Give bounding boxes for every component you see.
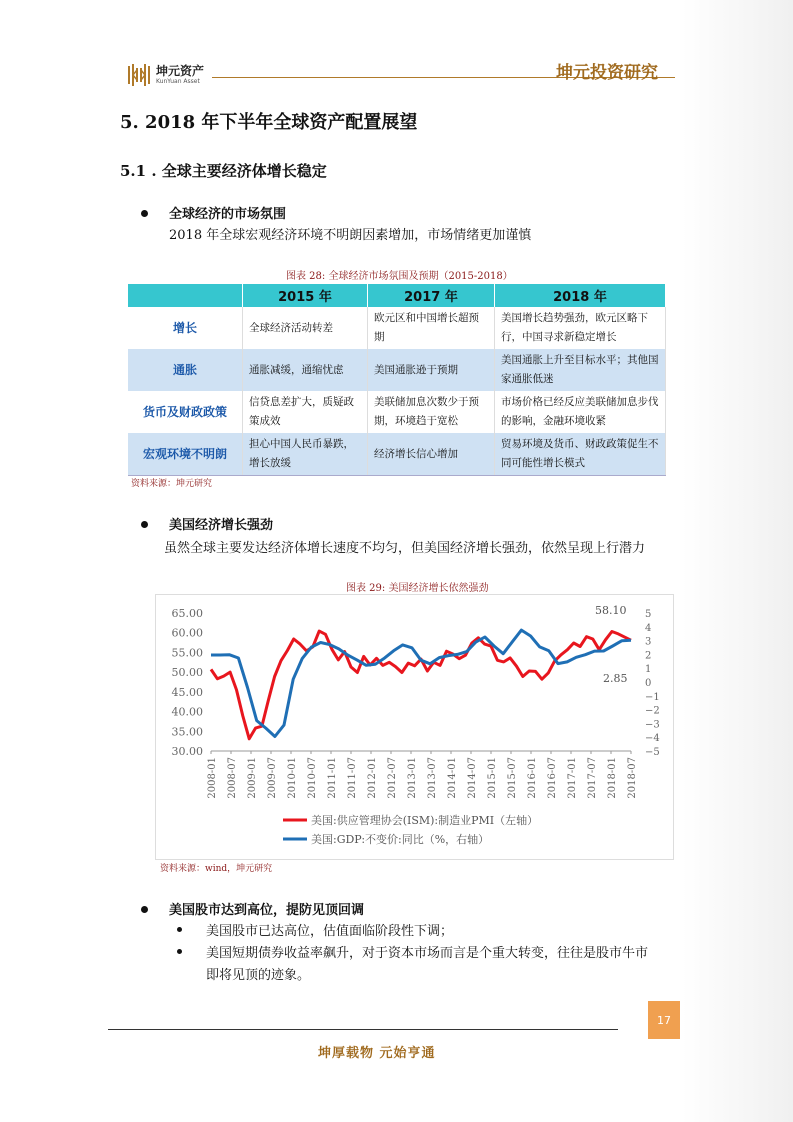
bullet-title: 全球经济的市场氛围 (169, 207, 287, 222)
pmi-gdp-line-chart (155, 594, 672, 858)
table-row (128, 391, 666, 433)
market-atmosphere-table (128, 284, 666, 476)
table-caption: 图表 28: 全球经济市场氛围及预期（2015-2018） (286, 271, 513, 282)
x-tick-label: 2017-01 (567, 757, 578, 799)
chart-source: 资料来源：wind，坤元研究 (160, 864, 273, 874)
y-tick-label-right: 3 (645, 636, 652, 648)
legend-label-gdp: 美国:GDP:不变价:同比（%，右轴） (311, 833, 490, 846)
table-row (128, 307, 666, 349)
x-tick-label: 2010-07 (307, 757, 318, 799)
table-row (128, 349, 666, 391)
y-tick-label-left: 55.00 (171, 646, 203, 660)
chart-caption: 图表 29: 美国经济增长依然强劲 (346, 583, 489, 594)
table-cell: 信贷息差扩大，质疑政策成效 (243, 391, 368, 433)
y-tick-label-left: 40.00 (171, 705, 203, 719)
table-cell: 担心中国人民币暴跌，增长放缓 (243, 433, 368, 476)
y-tick-label-right: 0 (645, 678, 652, 689)
bullet-title: 美国经济增长强劲 (169, 518, 274, 533)
x-tick-label: 2014-07 (467, 757, 478, 799)
page-number: 17 (648, 1001, 680, 1039)
y-tick-label-right: 5 (645, 609, 652, 620)
y-tick-label-right: −2 (645, 705, 660, 717)
y-tick-label-left: 35.00 (171, 725, 203, 739)
y-tick-label-left: 60.00 (171, 626, 203, 640)
header-title: 坤元投资研究 (556, 63, 658, 83)
y-tick-label-right: −3 (645, 719, 660, 731)
x-tick-label: 2008-01 (207, 757, 218, 799)
bullet-dot (141, 210, 148, 217)
x-tick-label: 2015-01 (487, 757, 498, 799)
y-tick-label-left: 65.00 (171, 607, 203, 620)
x-tick-label: 2014-01 (447, 757, 458, 799)
x-tick-label: 2016-07 (547, 757, 558, 799)
y-tick-label-left: 45.00 (171, 685, 203, 699)
x-tick-label: 2012-01 (367, 757, 378, 799)
y-tick-label-left: 50.00 (171, 666, 203, 680)
x-tick-label: 2012-07 (387, 757, 398, 799)
company-logo (126, 62, 204, 88)
table-header-cell: 2017 年 (368, 284, 495, 307)
sub-bullet-dot (177, 927, 182, 932)
bullet-dot (141, 521, 148, 528)
table-source: 资料来源：坤元研究 (131, 479, 213, 489)
x-tick-label: 2008-07 (227, 757, 238, 799)
logo-english-name: KunYuan Asset (156, 78, 200, 85)
x-tick-label: 2010-01 (287, 757, 298, 799)
x-tick-label: 2018-01 (607, 757, 618, 799)
table-cell: 欧元区和中国增长超预期 (368, 307, 495, 349)
footer-rule (108, 1029, 618, 1030)
x-tick-label: 2018-07 (627, 757, 638, 799)
data-label-gdp-latest: 2.85 (603, 672, 628, 685)
sub-bullet-text: 美国股市已达高位，估值面临阶段性下调； (206, 924, 454, 939)
table-cell: 市场价格已经反应美联储加息步伐的影响，金融环境收紧 (495, 391, 666, 433)
table-cell: 经济增长信心增加 (368, 433, 495, 476)
bullet-title: 美国股市达到高位，提防见顶回调 (169, 903, 365, 918)
x-tick-label: 2009-07 (267, 757, 278, 799)
table-cell: 美国通胀上升至目标水平；其他国家通胀低迷 (495, 349, 666, 391)
sub-bullet-text-continued: 即将见顶的迹象。 (206, 968, 311, 983)
y-tick-label-right: −5 (645, 747, 660, 758)
y-tick-label-right: −1 (645, 691, 660, 703)
pmi-series-line (211, 631, 631, 739)
bullet-text: 虽然全球主要发达经济体增长速度不均匀，但美国经济增长强劲，依然呈现上行潜力 (164, 541, 646, 556)
table-cell: 美国增长趋势强劲，欧元区略下行，中国寻求新稳定增长 (495, 307, 666, 349)
x-tick-label: 2009-01 (247, 757, 258, 799)
row-label: 货币及财政政策 (128, 391, 243, 433)
x-tick-label: 2017-07 (587, 757, 598, 799)
table-header-row (128, 284, 666, 307)
row-label: 增长 (128, 307, 243, 349)
y-tick-label-right: 4 (645, 622, 652, 634)
legend-label-pmi: 美国:供应管理协会(ISM):制造业PMI（左轴） (311, 814, 539, 827)
table-row (128, 433, 666, 476)
table-cell: 通胀减缓，通缩忧虑 (243, 349, 368, 391)
y-tick-label-left: 30.00 (171, 745, 203, 758)
subsection-heading: 5.1 . 全球主要经济体增长稳定 (120, 162, 327, 180)
x-tick-label: 2015-07 (507, 757, 518, 799)
table-cell: 美联储加息次数少于预期，环境趋于宽松 (368, 391, 495, 433)
row-label: 通胀 (128, 349, 243, 391)
x-tick-label: 2013-07 (427, 757, 438, 799)
table-header-cell: 2018 年 (495, 284, 666, 307)
table-cell: 贸易环境及货币、财政政策促生不同可能性增长模式 (495, 433, 666, 476)
sub-bullet-text: 美国短期债券收益率飙升，对于资本市场而言是个重大转变，往往是股市牛市 (206, 946, 649, 961)
y-tick-label-right: −4 (645, 733, 660, 745)
bullet-dot (141, 906, 148, 913)
x-tick-label: 2013-01 (407, 757, 418, 799)
logo-chinese-name: 坤元资产 (156, 64, 205, 78)
table-header-cell (128, 284, 243, 307)
data-label-pmi-latest: 58.10 (595, 604, 627, 617)
sub-bullet-dot (177, 949, 182, 954)
x-tick-label: 2011-01 (327, 757, 338, 799)
y-tick-label-right: 1 (645, 664, 652, 676)
x-tick-label: 2016-01 (527, 757, 538, 799)
table-cell: 全球经济活动转差 (243, 307, 368, 349)
table-cell: 美国通胀逊于预期 (368, 349, 495, 391)
table-header-cell: 2015 年 (243, 284, 368, 307)
section-heading: 5. 2018 年下半年全球资产配置展望 (120, 112, 418, 133)
footer-motto: 坤厚载物 元始亨通 (318, 1046, 436, 1061)
row-label: 宏观环境不明朗 (128, 433, 243, 476)
bullet-text: 2018 年全球宏观经济环境不明朗因素增加，市场情绪更加谨慎 (169, 228, 532, 243)
y-tick-label-right: 2 (645, 650, 652, 662)
kunyuan-logo-icon (126, 62, 152, 88)
x-tick-label: 2011-07 (347, 757, 358, 799)
